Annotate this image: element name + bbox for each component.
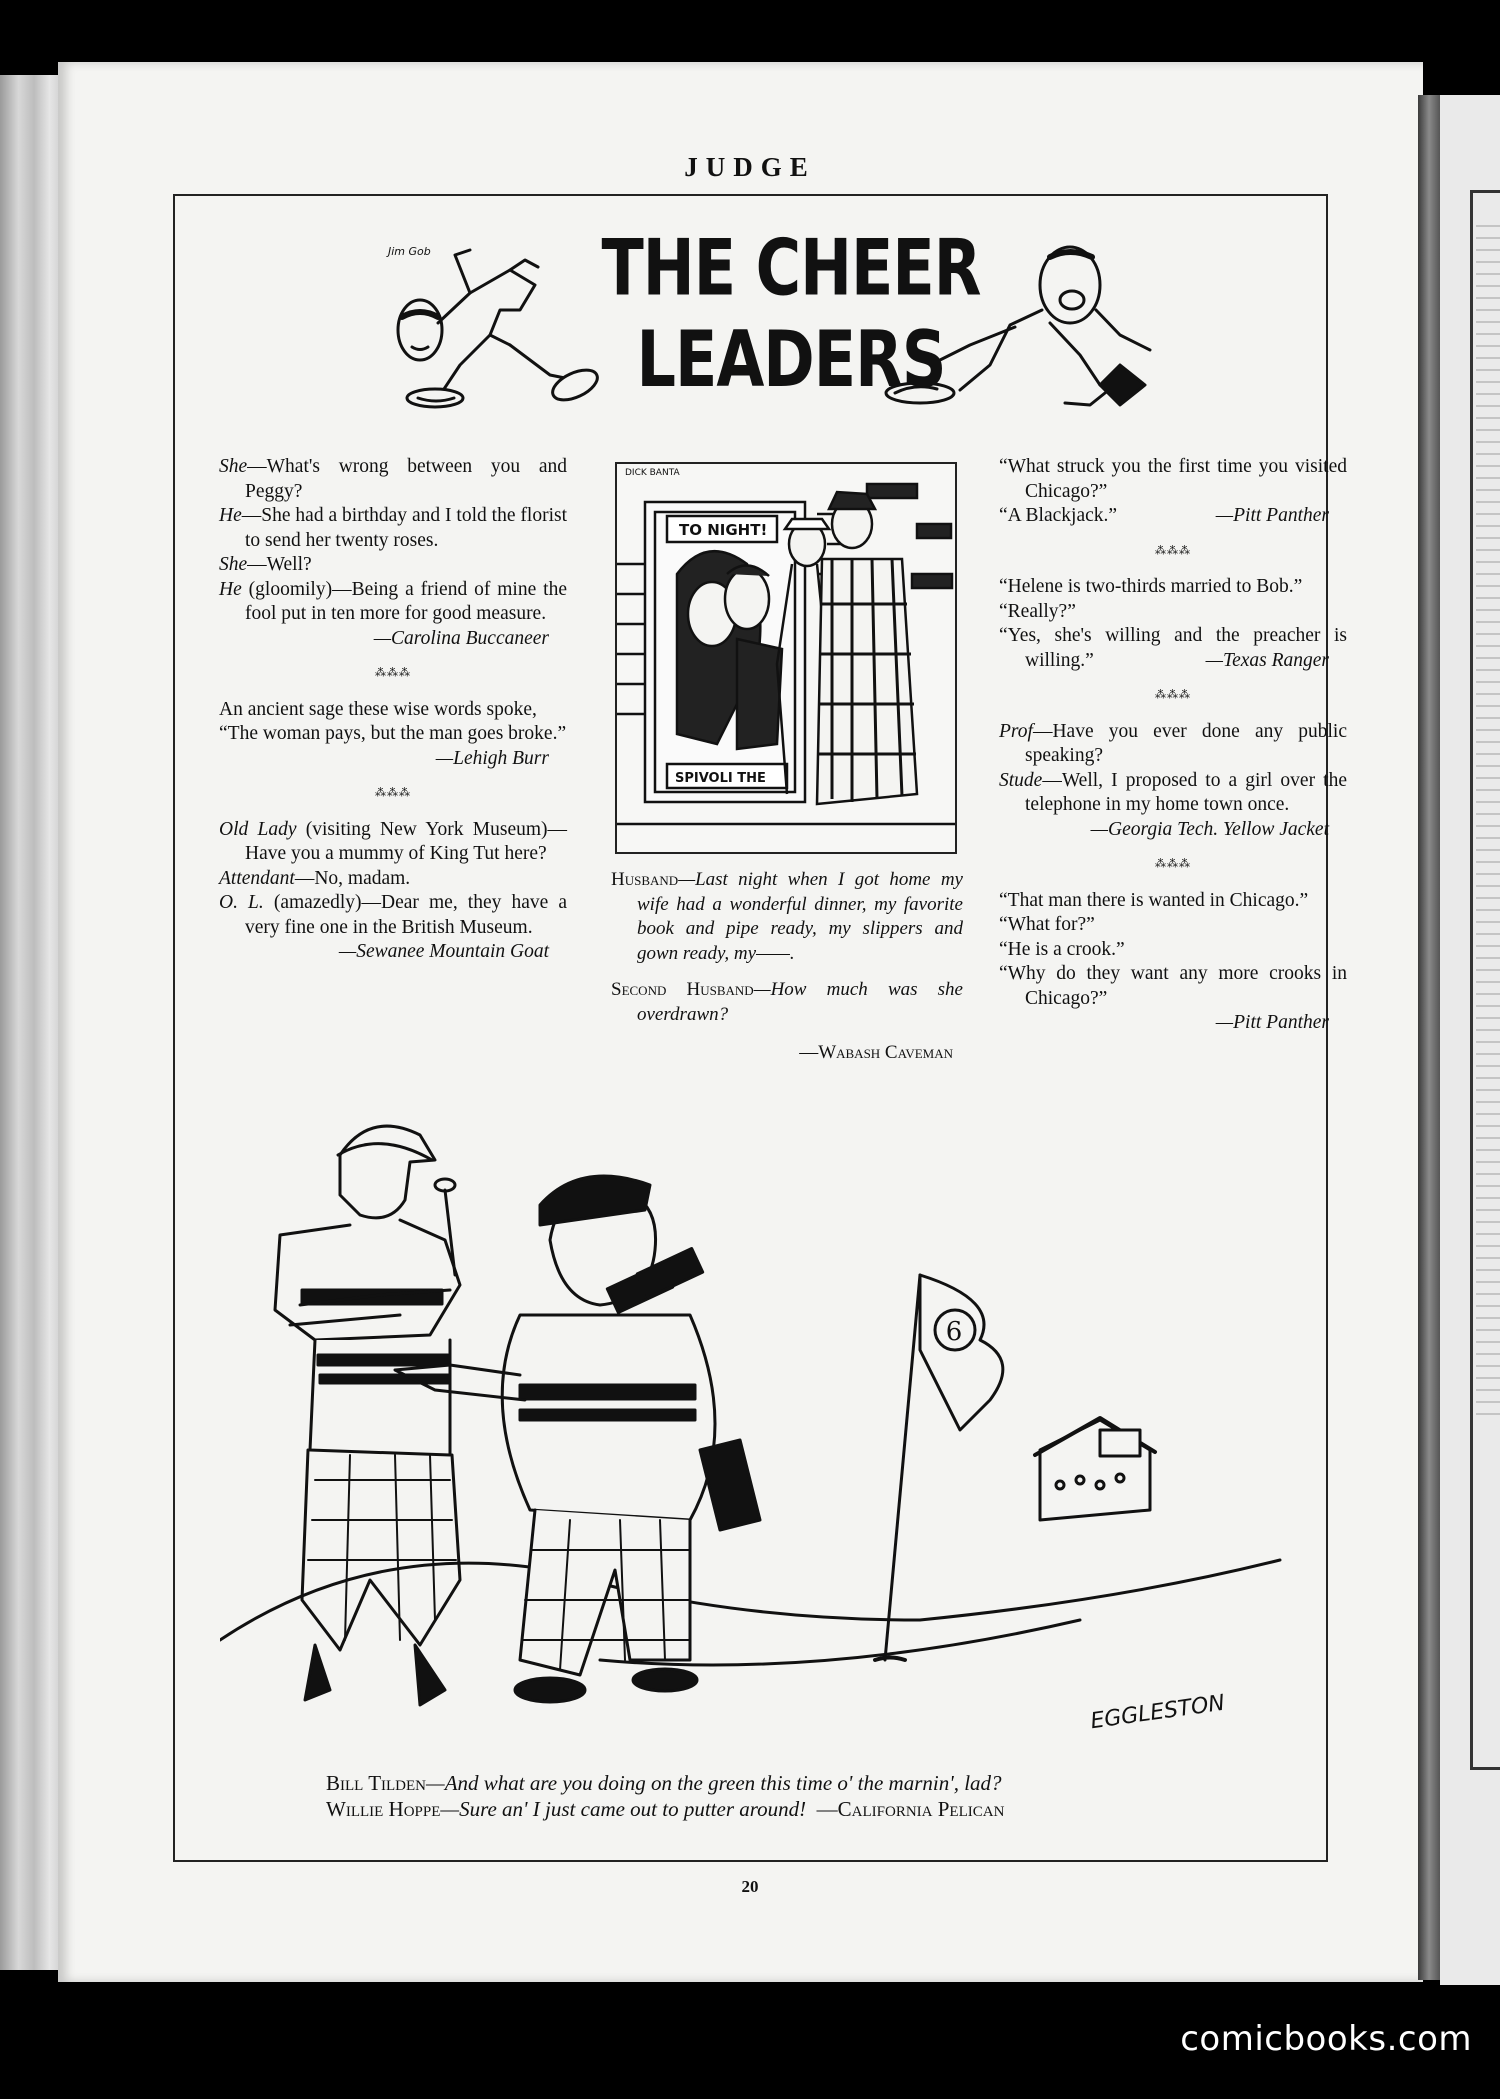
- joke-roses: She—What's wrong between you and Peggy? He—She had a birthday and I told the florist to send her twenty roses. She—Well? He (gloomily)—Being a friend of mine the fool put in ten more for good measure. —Carolina Buccaneer: [219, 455, 567, 651]
- poster-bottom-text: SPIVOLI THE: [675, 771, 766, 786]
- joke-source: —Pitt Panther: [1215, 1012, 1329, 1033]
- joke-source: —Texas Ranger: [1205, 649, 1329, 671]
- illustration-artist: DICK BANTA: [625, 468, 680, 478]
- joke-source: —Lehigh Burr: [435, 747, 549, 769]
- joke-source: —Wabash Caveman: [799, 1042, 953, 1063]
- cartoon-caption: Bill Tilden—And what are you doing on the green this time o' the marnin', lad? Willie Hoppe—Sure an' I just came out to putter around! —California Pelican: [326, 1771, 1005, 1821]
- golf-green-cartoon: [220, 1100, 1290, 1805]
- joke-ancient-sage: An ancient sage these wise words spoke, “The woman pays, but the man goes broke.” —Lehigh Burr: [219, 698, 567, 772]
- right-column: [999, 455, 1347, 1036]
- separator-ornament: ⁂⁂⁂: [1155, 689, 1191, 701]
- poster-top-text: TO NIGHT!: [679, 521, 768, 539]
- joke-chicago-crook: “That man there is wanted in Chicago.” “What for?” “He is a crook.” “Why do they want any more crooks in Chicago?” —Pitt Panther: [999, 889, 1347, 1036]
- book-gutter: [1418, 95, 1440, 1980]
- site-watermark: comicbooks.com: [1180, 2019, 1472, 2059]
- running-head: JUDGE: [684, 152, 816, 182]
- joke-mummy: Old Lady (visiting New York Museum)—Have you a mummy of King Tut here? Attendant—No, madam. O. L. (amazedly)—Dear me, they have a very fine one in the British Museum. —Sewanee Mountain Goat: [219, 818, 567, 965]
- joke-helene: “Helene is two-thirds married to Bob.” “Really?” “Yes, she's willing and the preacher is willing.” —Texas Ranger: [999, 575, 1347, 673]
- separator-ornament: ⁂⁂⁂: [375, 787, 411, 799]
- joke-source: —Georgia Tech. Yellow Jacket: [1090, 818, 1329, 840]
- center-joke: Husband—Last night when I got home my wife had a wonderful dinner, my favorite book and pipe ready, my slippers and gown ready, my——. Second Husband—How much was she overdrawn? —Wabash Caveman: [611, 868, 963, 1066]
- left-column: [219, 455, 567, 965]
- separator-ornament: ⁂⁂⁂: [1155, 544, 1191, 557]
- next-page-edge: [1440, 95, 1500, 1985]
- separator-ornament: ⁂⁂⁂: [1155, 858, 1191, 870]
- joke-source: —Carolina Buccaneer: [373, 627, 549, 649]
- page-stack-edge: [0, 75, 62, 1970]
- joke-public-speaking: Prof—Have you ever done any public speaking? Stude—Well, I proposed to a girl over the telephone in my home town once. —Georgia Tech. Yellow Jacket: [999, 720, 1347, 843]
- theater-poster-illustration: [615, 462, 957, 854]
- page-number: 20: [741, 1877, 759, 1896]
- poster-scene-drawing: [617, 464, 955, 852]
- separator-ornament: ⁂⁂⁂: [375, 667, 411, 679]
- joke-source: —Sewanee Mountain Goat: [338, 941, 549, 962]
- flag-number: 6: [945, 1317, 963, 1347]
- title-artist-mark: Jim Gob: [388, 245, 431, 258]
- joke-blackjack: “What struck you the first time you visited Chicago?” “A Blackjack.” —Pitt Panther: [999, 455, 1347, 529]
- joke-source: —Pitt Panther: [1215, 505, 1329, 526]
- caption-source: —California Pelican: [816, 1797, 1005, 1821]
- cartoonist-signature: EGGLESTON: [1088, 1690, 1227, 1735]
- page-title: THE CHEER LEADERS: [601, 222, 981, 405]
